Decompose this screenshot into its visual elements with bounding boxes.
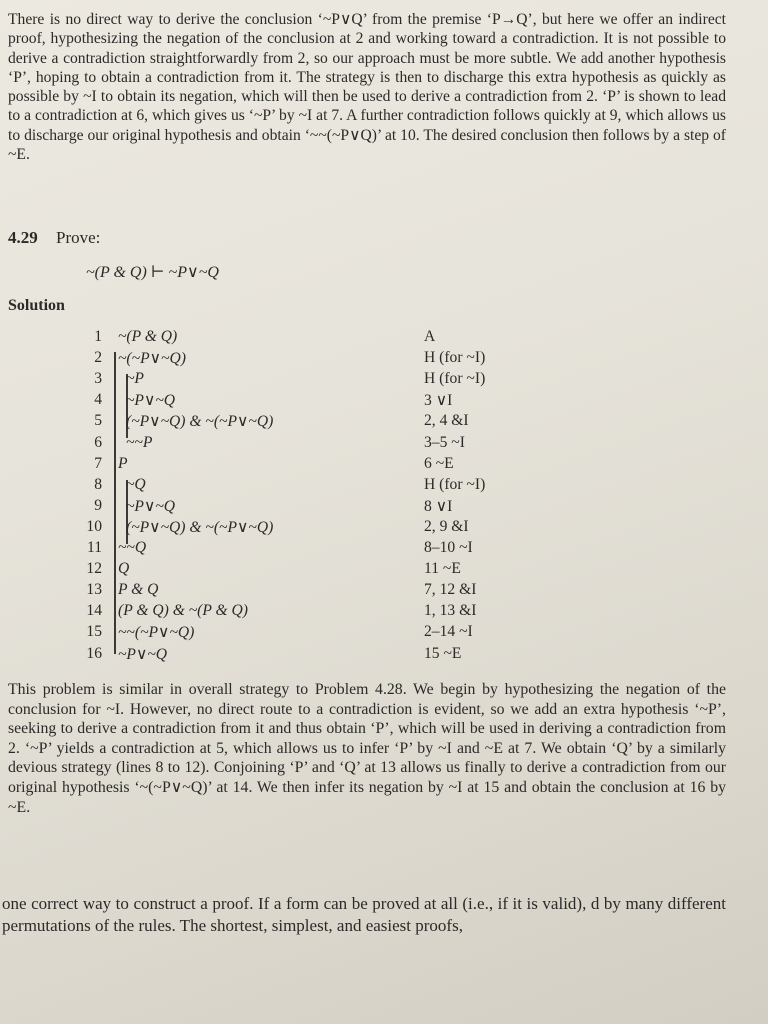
proof-justification: 2, 9 &I: [424, 517, 469, 535]
proof-justification: 6 ~E: [424, 454, 454, 472]
proof-line-number: 9: [94, 496, 102, 514]
proof-justification: 2, 4 &I: [424, 412, 469, 430]
proof-formula: ~P∨~Q: [118, 645, 168, 663]
proof-formula: Q: [118, 560, 130, 578]
proof-line: [0, 391, 768, 412]
proof-line-number: 15: [86, 623, 102, 641]
proof-line: [0, 518, 768, 539]
proof-formula: ~~Q: [118, 539, 147, 556]
proof-line-number: 5: [94, 412, 102, 430]
problem-heading: [8, 228, 100, 248]
proof-line: [0, 434, 768, 455]
proof-line-number: 13: [86, 581, 102, 599]
proof-line-number: 7: [94, 454, 102, 472]
proof-line-number: 11: [86, 539, 102, 556]
proof-line-number: 10: [86, 517, 102, 535]
proof-justification: 11 ~E: [424, 560, 461, 578]
proof-justification: 1, 13 &I: [424, 602, 477, 620]
proof-formula: ~Q: [126, 475, 146, 493]
proof-line: [0, 645, 768, 666]
proof-formula: ~~(~P∨~Q): [118, 624, 195, 642]
discussion-paragraph: This problem is similar in overall strategy to Problem 4.28. We begin by hypothesizing the negation of the conclusion for ~I. However, no direct route to a contradiction is evident, so we add an extra hypothesis ‘~P’, seeking to derive a contradiction from it and thus obtain ‘P’, which will be used in deriving a contradiction from 2. ‘~P’ yields a contradiction at 5, which allows us to infer ‘P’ by ~I and ~E at 7. We obtain ‘Q’ by a similarly devious strategy (lines 8 to 12). Conjoining ‘P’ and ‘Q’ at 13 allows us finally to derive a contradiction from our original hypothesis ‘~(~P∨~Q)’ at 14. We then infer its negation by ~I at 15 and obtain the conclusion at 16 by ~E.: [8, 681, 726, 816]
proof-justification: 15 ~E: [424, 644, 462, 662]
proof-justification: 8–10 ~I: [424, 539, 473, 556]
proof-line-number: 16: [86, 644, 102, 662]
proof-line-number: 6: [94, 433, 102, 451]
proof-line: [0, 370, 768, 391]
proof-justification: 7, 12 &I: [424, 581, 477, 599]
proof-line: [0, 349, 768, 370]
proof-line: [0, 581, 768, 602]
proof-formula: ~P∨~Q: [126, 497, 176, 515]
proof-formula: ~(~P∨~Q): [118, 350, 186, 368]
proof-justification: A: [424, 328, 436, 345]
proof-line: [0, 412, 768, 433]
proof-justification: 3–5 ~I: [424, 433, 465, 451]
proof-justification: 8 ∨I: [424, 497, 453, 515]
proof-formula: (~P∨~Q) & ~(~P∨~Q): [126, 518, 274, 536]
proof-formula: (~P∨~Q) & ~(~P∨~Q): [126, 413, 274, 431]
proof-line: [0, 560, 768, 581]
proof-line-number: 8: [94, 475, 102, 493]
proof-line: [0, 602, 768, 623]
proof-line: [0, 476, 768, 497]
proof-formula: P & Q: [118, 581, 159, 599]
solution-heading: Solution: [8, 297, 65, 314]
proof-justification: H (for ~I): [424, 349, 486, 367]
proof-line-number: 1: [94, 328, 102, 345]
proof-line: [0, 539, 768, 560]
proof-formula: ~P: [126, 370, 144, 388]
proof-line-number: 14: [86, 602, 102, 620]
proof-line: [0, 623, 768, 644]
proof-formula: (P & Q) & ~(P & Q): [118, 602, 248, 620]
problem-label: Prove:: [56, 228, 101, 247]
proof-line-number: 3: [94, 370, 102, 388]
problem-sequent: ~(P & Q) ⊢ ~P∨~Q: [86, 264, 219, 281]
proof-justification: H (for ~I): [424, 370, 486, 388]
problem-number: 4.29: [8, 228, 38, 247]
proof-line-number: 2: [94, 349, 102, 367]
proof-line-number: 4: [94, 391, 102, 409]
proof-formula: P: [118, 454, 128, 472]
proof-justification: 2–14 ~I: [424, 623, 473, 641]
proof-line: [0, 328, 768, 349]
proof-line-number: 12: [86, 560, 102, 578]
proof-formula: ~P∨~Q: [126, 392, 176, 410]
intro-paragraph: There is no direct way to derive the conclusion ‘~P∨Q’ from the premise ‘P→Q’, but here we offer an indirect proof, hypothesizing the negation of the conclusion at 2 and working toward a contradiction. It is not possible to derive a contradiction straightforwardly from 2, so our approach must be more subtle. We add another hypothesis ‘P’, hoping to obtain a contradiction from it. The strategy is then to discharge this extra hypothesis as quickly as possible by ~I to obtain its negation, which will then be used to derive a contradiction from 2. ‘P’ is shown to lead to a contradiction at 6, which gives us ‘~P’ by ~I at 7. A further contradiction follows quickly at 9, which allows us to discharge our original hypothesis and obtain ‘~~(~P∨Q)’ at 10. The desired conclusion then follows by a step of ~E.: [8, 11, 726, 164]
footer-text: one correct way to construct a proof. If a form can be proved at all (i.e., if it is valid), d by many different permutations of the rules. The shortest, simplest, and easiest proofs,: [2, 894, 726, 935]
proof-line: [0, 497, 768, 518]
proof-line: [0, 455, 768, 476]
proof-formula: ~(P & Q): [118, 328, 178, 345]
proof-formula: ~~P: [126, 433, 153, 451]
proof-justification: H (for ~I): [424, 475, 486, 493]
proof-justification: 3 ∨I: [424, 392, 453, 410]
